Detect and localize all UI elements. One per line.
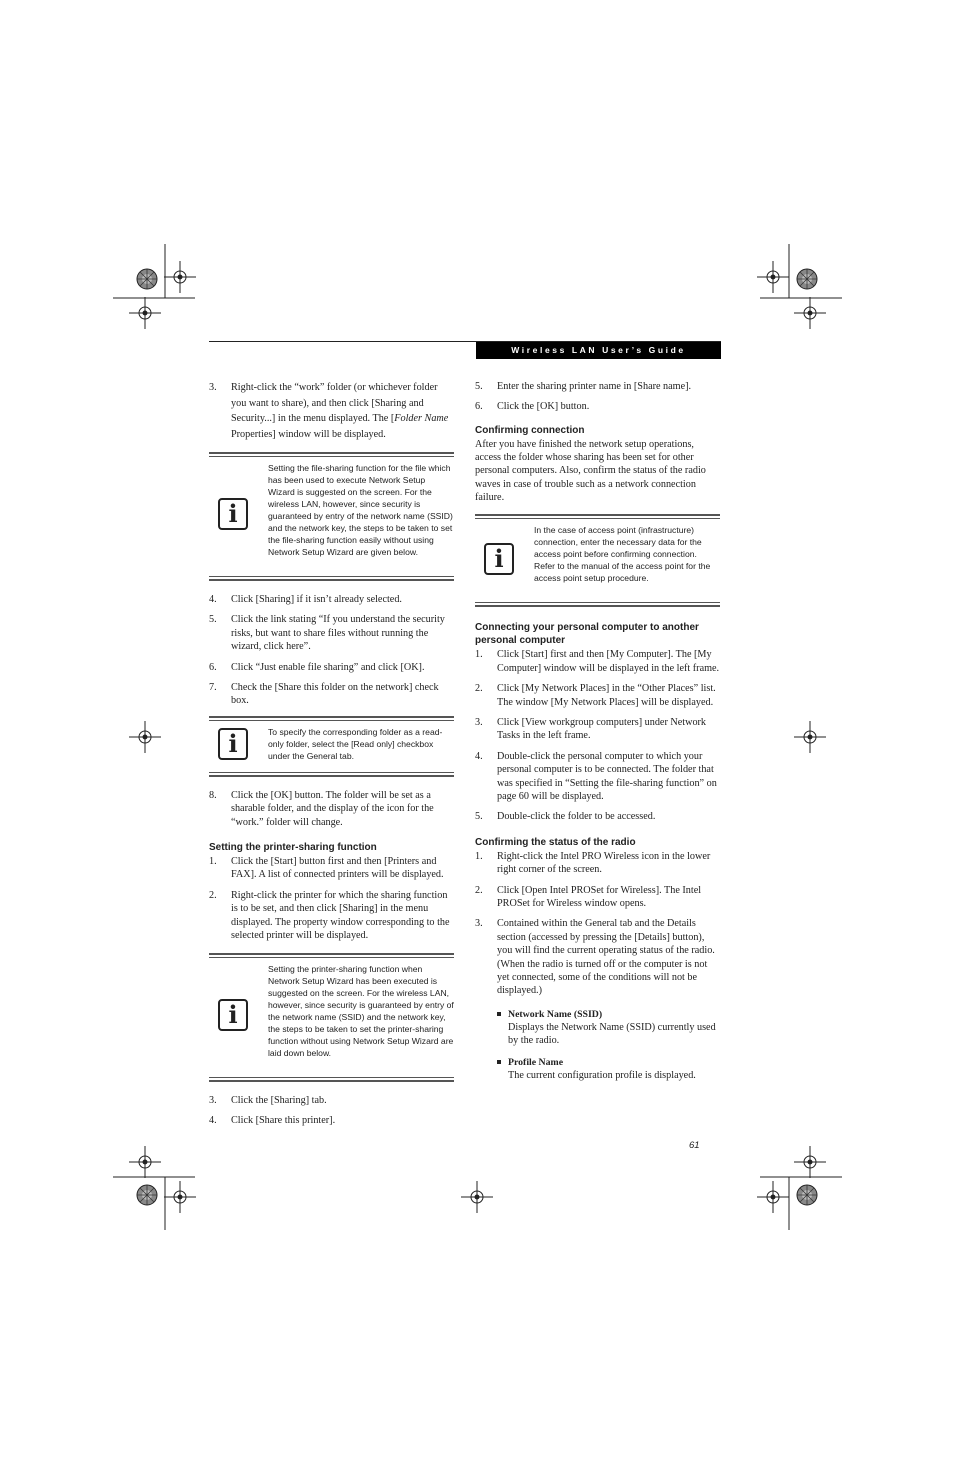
step-number: 3.: [209, 382, 217, 393]
step-item: [475, 400, 720, 413]
step-item: [209, 1114, 454, 1127]
step-item: [209, 593, 454, 606]
info-icon: i: [218, 728, 248, 760]
step-text: Click [Sharing] if it isn’t already selected.: [231, 594, 402, 605]
info-icon: i: [484, 543, 514, 575]
bullet-square-icon: [497, 1012, 501, 1016]
step-text: Click [My Network Places] in the “Other Places” list. The window [My Network Places] will be displayed.: [497, 683, 716, 708]
step-text: Check the [Share this folder on the network] check box.: [231, 682, 439, 707]
step-item: [475, 380, 720, 393]
step-text: Right-click the “work” folder (or whichever folder you want to share), and then click [Sharing and Security...] in the menu displayed. The [: [231, 382, 438, 424]
step-text: Right-click the printer for which the sharing function is to be set, and then click [Sharing] in the menu displayed. The property window corresponding to the selected printer will be displayed.: [231, 889, 450, 942]
step-item: [475, 884, 720, 911]
step-number: 2.: [209, 889, 217, 901]
steps-list: [209, 1094, 454, 1128]
step-number: 3.: [475, 716, 483, 728]
step-item: [475, 648, 720, 675]
step-number: 1.: [475, 649, 483, 661]
step-item: [209, 661, 454, 674]
step-text: Click [Start] first and then [My Computer]. The [My Computer] window will be displayed in the left frame.: [497, 649, 720, 674]
steps-list: [209, 855, 454, 942]
info-note: [209, 452, 454, 581]
step-text: Right-click the Intel PRO Wireless icon in the lower right corner of the screen.: [497, 850, 711, 876]
step-text: Contained within the General tab and the Details section (accessed by pressing the [Details] button), you will find the current operating status of the radio. (When the radio is turned off or the computer is not yet connected, some of the conditions will not be displayed.): [497, 918, 715, 997]
step-number: 5.: [475, 811, 483, 823]
note-text: Setting the file-sharing function for the file which has been used to execute Network Setup Wizard is suggested on the screen. For the wireless LAN, however, since security is guaranteed by entry of the network name (SSID) and the network key, the steps to be taken to set the file-sharing function easily without using Network Setup Wizard are given below.: [268, 463, 453, 557]
step-item: [209, 681, 454, 708]
left-column: [209, 380, 454, 1134]
steps-list: [475, 850, 720, 998]
step-text: Enter the sharing printer name in [Share name].: [497, 381, 692, 392]
section-heading: Setting the printer-sharing function: [209, 842, 377, 854]
info-icon: i: [218, 498, 248, 530]
note-text: In the case of access point (infrastructure) connection, enter the necessary data for the access point before confirming connection. Refer to the manual of the access point for the access point setup procedure.: [534, 525, 711, 584]
step-number: 8.: [209, 789, 217, 801]
step-text: Click the [OK] button. The folder will be set as a sharable folder, and the display of the icon for the “work.” folder will change.: [231, 789, 434, 828]
running-header-title: Wireless LAN User’s Guide: [511, 345, 686, 355]
steps-list: [475, 648, 720, 823]
steps-list: [475, 380, 720, 414]
right-column: [475, 380, 720, 1090]
step-number: 4.: [209, 594, 217, 605]
step-number: 4.: [209, 1114, 217, 1126]
step-number: 3.: [209, 1094, 217, 1106]
bullet-list: [475, 1008, 720, 1082]
step-text: Click “Just enable file sharing” and click [OK].: [231, 661, 425, 673]
step-text-italic: Folder Name: [394, 413, 449, 424]
step-item: [209, 889, 454, 943]
step-item: [209, 613, 454, 653]
step-item: [209, 380, 454, 442]
info-note: [209, 953, 454, 1082]
steps-list: [209, 593, 454, 708]
step-text: Double-click the folder to be accessed.: [497, 811, 656, 823]
bullet-item: [475, 1056, 720, 1083]
step-item: [475, 810, 720, 823]
info-note: [475, 514, 720, 607]
info-icon: i: [218, 999, 248, 1031]
step-item: [209, 855, 454, 882]
note-text: Setting the printer-sharing function when Network Setup Wizard has been executed is suggested on the screen. For the wireless LAN, however, since security is guaranteed by entry of the network name (SSID) and the network key, the steps to be taken to set the printer-sharing function without using Network Setup Wizard are laid down below.: [268, 963, 454, 1058]
note-text: To specify the corresponding folder as a read-only folder, select the [Read only] checkbox under the General tab.: [268, 726, 443, 761]
step-text: Click [Open Intel PROSet for Wireless]. The Intel PROSet for Wireless window opens.: [497, 884, 702, 909]
step-text: Click [View workgroup computers] under Network Tasks in the left frame.: [497, 716, 707, 742]
header-bar: [476, 342, 721, 359]
step-number: 1.: [209, 856, 217, 868]
step-item: [209, 1094, 454, 1107]
step-number: 4.: [475, 750, 483, 762]
bullet-square-icon: [497, 1060, 501, 1064]
section-heading: Confirming connection: [475, 424, 585, 436]
bullet-text: The current configuration profile is displayed.: [508, 1070, 696, 1082]
step-number: 2.: [475, 884, 483, 896]
section-heading: Confirming the status of the radio: [475, 836, 636, 848]
step-item: [475, 850, 720, 877]
section-heading: Connecting your personal computer to another personal computer: [475, 622, 699, 647]
info-note: [209, 716, 454, 777]
step-item: [475, 917, 720, 997]
step-number: 1.: [475, 850, 483, 862]
bullet-title: Profile Name: [508, 1056, 564, 1068]
step-number: 5.: [475, 381, 483, 392]
step-number: 2.: [475, 683, 483, 695]
page-number: 61: [689, 1140, 700, 1151]
step-text: Properties] window will be displayed.: [231, 428, 386, 440]
bullet-text: Displays the Network Name (SSID) currently used by the radio.: [508, 1022, 716, 1047]
step-text: Click the link stating “If you understand the security risks, but want to share files without running the wizard, click here”.: [231, 614, 445, 653]
step-item: [209, 789, 454, 829]
step-item: [475, 682, 720, 709]
step-item: [475, 750, 720, 804]
step-number: 5.: [209, 614, 217, 626]
step-text: Double-click the personal computer to which your personal computer is to be connected. The folder that was specified in “Setting the file-sharing function” on page 60 will be displayed.: [497, 750, 717, 802]
step-item: [475, 716, 720, 743]
bullet-item: [475, 1008, 720, 1048]
step-text: Click the [Sharing] tab.: [231, 1094, 327, 1106]
step-number: 6.: [475, 401, 483, 413]
step-text: Click the [OK] button.: [497, 401, 590, 413]
step-number: 3.: [475, 918, 483, 930]
step-number: 7.: [209, 682, 217, 694]
step-text: Click the [Start] button first and then [Printers and FAX]. A list of connected printers will be displayed.: [231, 856, 444, 881]
bullet-title: Network Name (SSID): [508, 1008, 603, 1020]
step-text: Click [Share this printer].: [231, 1114, 336, 1126]
paragraph: After you have finished the network setup operations, access the folder whose sharing has been set for other personal computers. Also, confirm the status of the radio waves in case of trouble such as a network connection failure.: [475, 438, 706, 503]
step-number: 6.: [209, 661, 217, 673]
